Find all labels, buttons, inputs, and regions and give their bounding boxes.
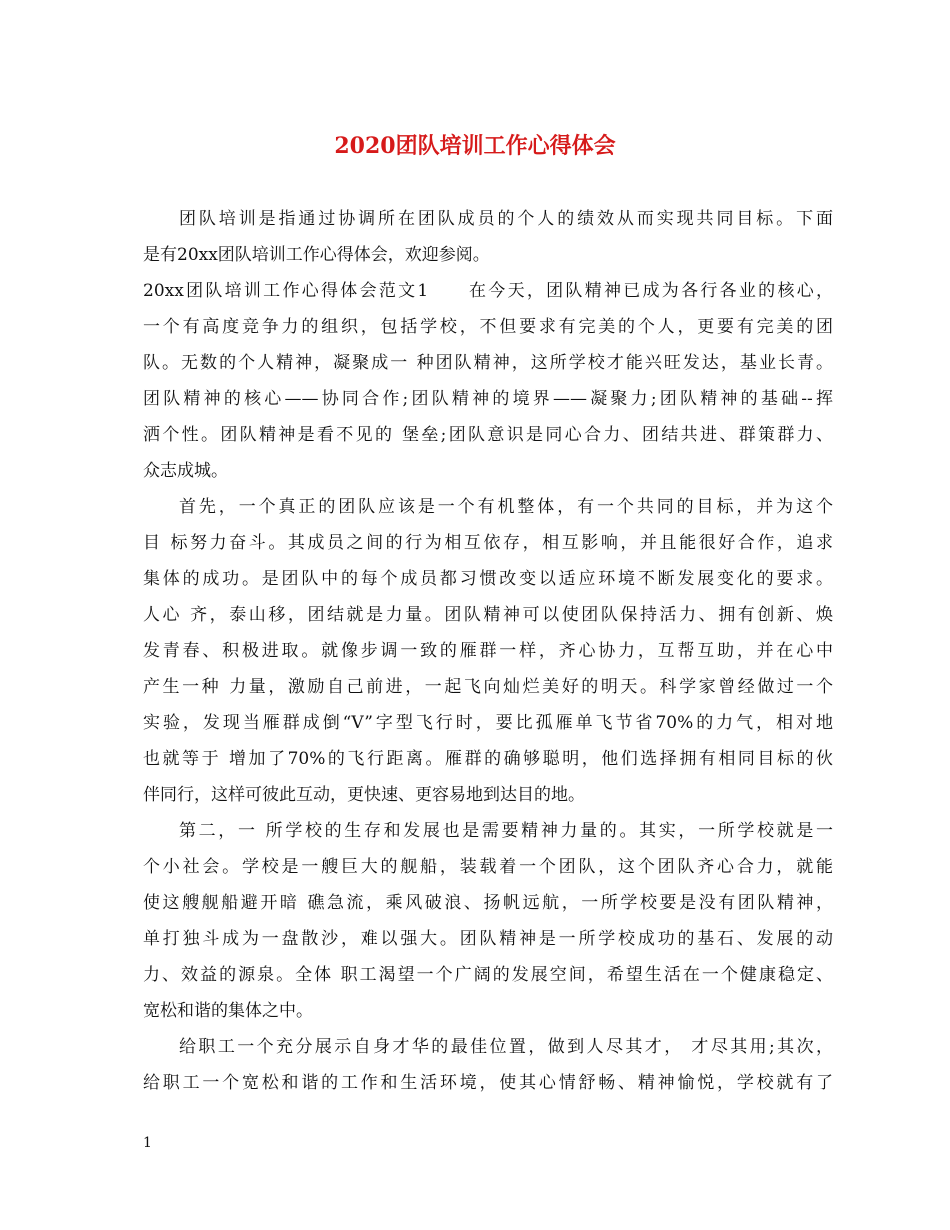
text-line: 团队精神的核心——协同合作;团队精神的境界——凝聚力;团队精神的基础--挥 (143, 389, 833, 409)
text-line: 给职工一个宽松和谐的工作和生活环境，使其心情舒畅、精神愉悦，学校就有了 (143, 1073, 833, 1093)
text-line: 队。无数的个人精神，凝聚成一 种团队精神，这所学校才能兴旺发达，基业长青。 (143, 353, 833, 373)
text-line: 一个有高度竞争力的组织，包括学校，不但要求有完美的个人，更要有完美的团 (143, 317, 833, 337)
text-line: 发青春、积极进取。就像步调一致的雁群一样，齐心协力，互帮互助，并在心中 (143, 641, 833, 661)
text-line: 第二，一 所学校的生存和发展也是需要精神力量的。其实，一所学校就是一 (179, 821, 833, 841)
text-line: 是有20xx团队培训工作心得体会，欢迎参阅。 (143, 245, 490, 265)
text-line: 产生一种 力量，激励自己前进，一起飞向灿烂美好的明天。科学家曾经做过一个 (143, 677, 833, 697)
text-line: 给职工一个充分展示自身才华的最佳位置，做到人尽其才， 才尽其用;其次， (179, 1037, 833, 1057)
text-line: 使这艘舰船避开暗 礁急流，乘风破浪、扬帆远航，一所学校要是没有团队精神， (143, 893, 833, 913)
text-line: 集体的成功。是团队中的每个成员都习惯改变以适应环境不断发展变化的要求。 (143, 569, 833, 589)
text-line: 个小社会。学校是一艘巨大的舰船，装载着一个团队，这个团队齐心合力，就能 (143, 857, 833, 877)
text-line: 单打独斗成为一盘散沙，难以强大。团队精神是一所学校成功的基石、发展的动 (143, 929, 833, 949)
text-line: 团队培训是指通过协调所在团队成员的个人的绩效从而实现共同目标。下面 (179, 209, 833, 229)
text-line: 众志成城。 (143, 461, 228, 481)
text-line: 伴同行，这样可彼此互动，更快速、更容易地到达目的地。 (143, 785, 585, 805)
text-line: 实验，发现当雁群成倒“V”字型飞行时，要比孤雁单飞节省70%的力气，相对地 (143, 713, 833, 733)
text-line: 目 标努力奋斗。其成员之间的行为相互依存，相互影响，并且能很好合作，追求 (143, 533, 833, 553)
document-title: 2020团队培训工作心得体会 (334, 133, 616, 159)
text-line: 首先，一个真正的团队应该是一个有机整体，有一个共同的目标，并为这个 (179, 497, 833, 517)
text-line: 20xx团队培训工作心得体会范文1 在今天，团队精神已成为各行各业的核心， (143, 281, 833, 301)
text-line: 洒个性。团队精神是看不见的 堡垒;团队意识是同心合力、团结共进、群策群力、 (143, 425, 833, 445)
text-line: 人心 齐，泰山移，团结就是力量。团队精神可以使团队保持活力、拥有创新、焕 (143, 605, 833, 625)
page-number: 1 (143, 1135, 152, 1151)
text-line: 宽松和谐的集体之中。 (143, 1001, 313, 1021)
text-line: 力、效益的源泉。全体 职工渴望一个广阔的发展空间，希望生活在一个健康稳定、 (143, 965, 833, 985)
text-line: 也就等于 增加了70%的飞行距离。雁群的确够聪明，他们选择拥有相同目标的伙 (143, 749, 833, 769)
